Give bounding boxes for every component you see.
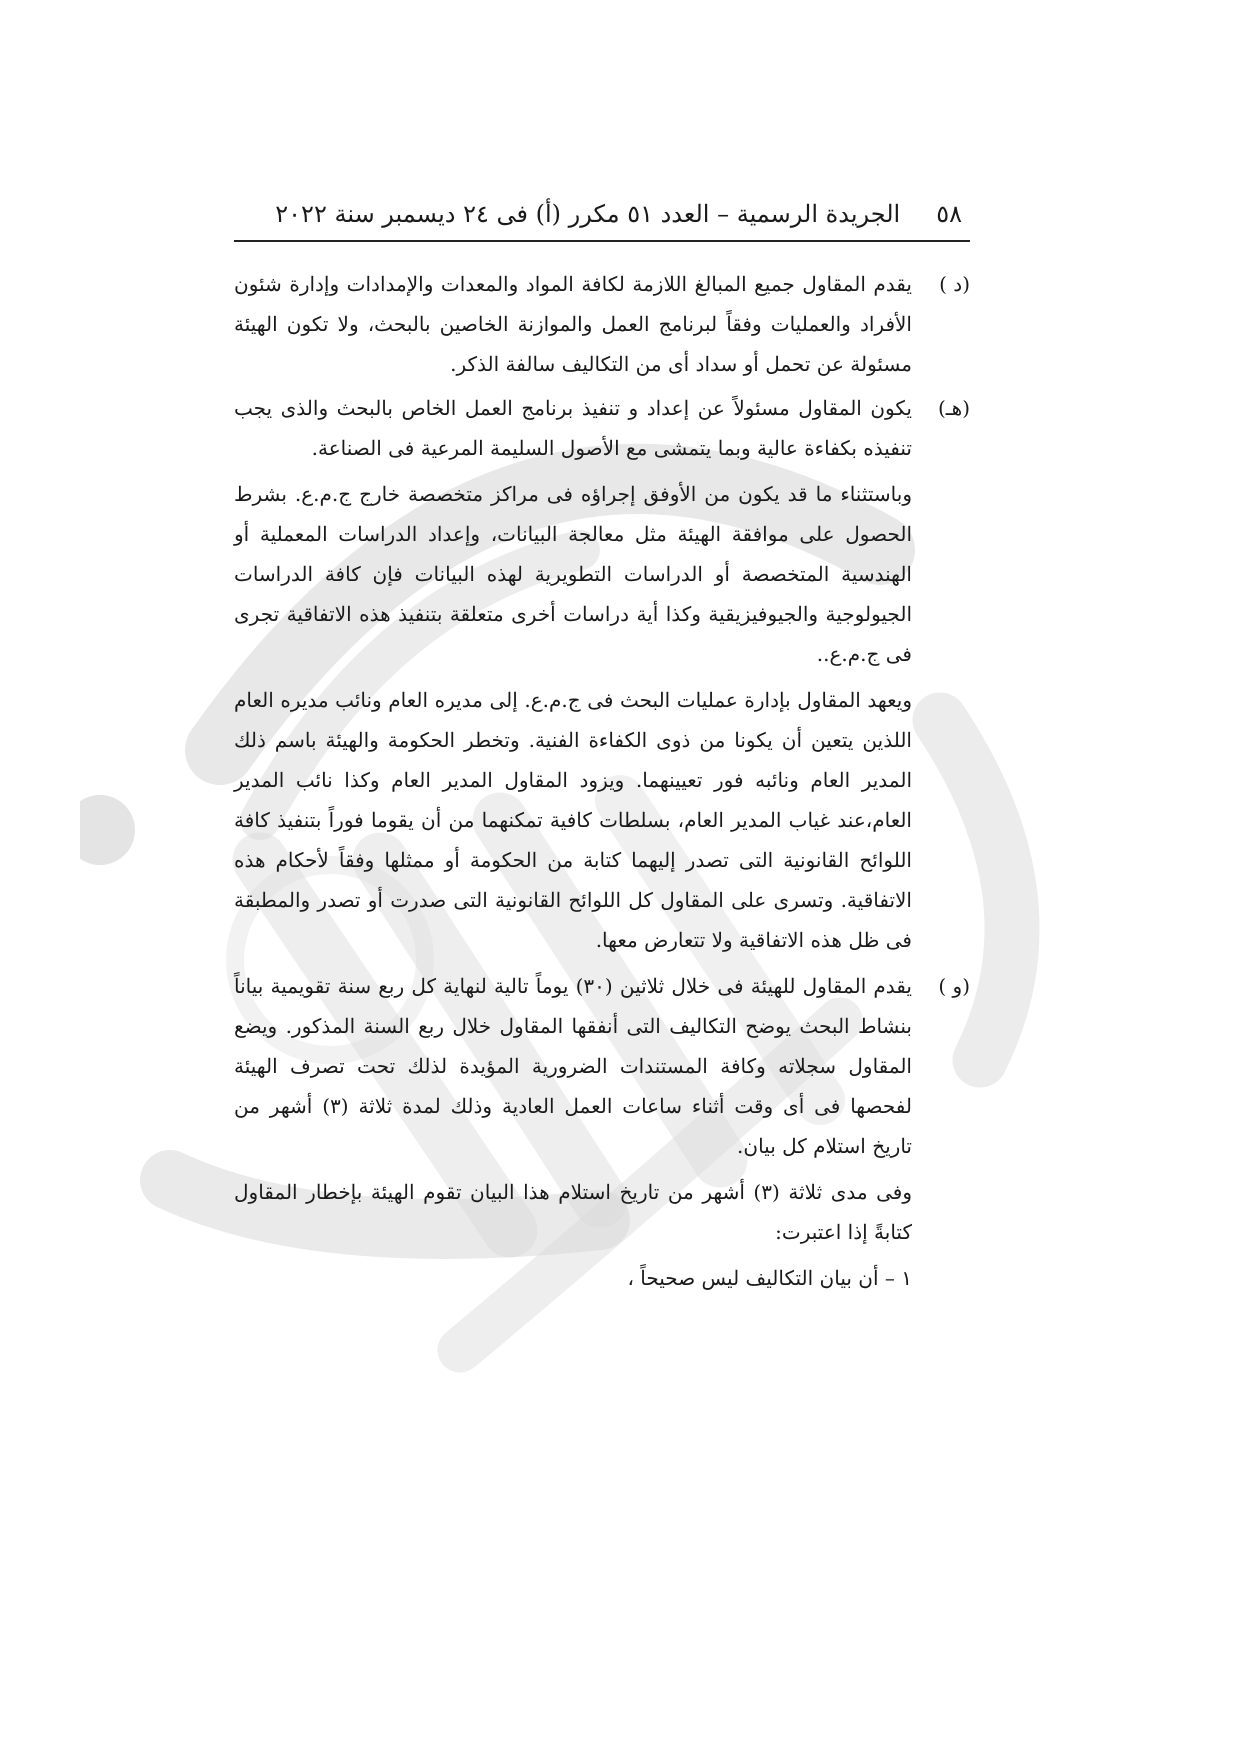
document-page (234, 200, 970, 1300)
clause-text: يكون المقاول مسئولاً عن إعداد و تنفيذ برنامج العمل الخاص بالبحث والذى يجب تنفيذه بكفاءة عالية وبما يتمشى مع الأصول السليمة المرعية فى الصناعة. (234, 396, 912, 460)
clause-marker: (د ) (939, 272, 970, 296)
paragraph: وباستثناء ما قد يكون من الأوفق إجراؤه فى مراكز متخصصة خارج ج.م.ع. بشرط الحصول على موافقة الهيئة مثل معالجة البيانات، وإعداد الدراسات المعملية أو الهندسية المتخصصة أو الدراسات التطويرية لهذه البيانات فإن كافة الدراسات الجيولوجية والجيوفيزيقية وكذا أية دراسات أخرى متعلقة بتنفيذ هذه الاتفاقية تجرى فى ج.م.ع.. (234, 482, 912, 666)
gazette-title: الجريدة الرسمية – العدد ٥١ مكرر (أ) فى ٢٤ ديسمبر سنة ٢٠٢٢ (275, 200, 901, 228)
page-number: ٥٨ (936, 200, 962, 228)
clause-text: يقدم المقاول للهيئة فى خلال ثلاثين (٣٠) يوماً تالية لنهاية كل ربع سنة تقويمية بياناً بنشاط البحث يوضح التكاليف التى أنفقها المقاول خلال ربع السنة المذكور. ويضع المقاول سجلاته وكافة المستندات الضرورية المؤيدة لذلك تحت تصرف الهيئة لفحصها فى أى وقت أثناء ساعات العمل العادية وذلك لمدة ثلاثة (٣) أشهر من تاريخ استلام كل بيان. (234, 974, 912, 1158)
clause-marker: (هـ) (937, 396, 970, 420)
page-header (234, 200, 970, 242)
clause-text: يقدم المقاول جميع المبالغ اللازمة لكافة المواد والمعدات والإمدادات وإدارة شئون الأفراد والعمليات وفقاً لبرنامج العمل والموازنة الخاصين بالبحث، ولا تكون الهيئة مسئولة عن تحمل أو سداد أى من التكاليف سالفة الذكر. (234, 272, 912, 376)
list-item: ١ – أن بيان التكاليف ليس صحيحاً ، (627, 1266, 912, 1290)
clause-ha (234, 388, 970, 468)
clause-waw (234, 966, 970, 1166)
document-body (234, 264, 970, 1298)
clause-marker: (و ) (938, 974, 970, 998)
paragraph: ويعهد المقاول بإدارة عمليات البحث فى ج.م.ع. إلى مديره العام ونائب مديره العام اللذين يتعين أن يكونا من ذوى الكفاءة الفنية. وتخطر الحكومة والهيئة باسم ذلك المدير العام ونائبه فور تعيينهما. ويزود المقاول المدير العام وكذا نائب المدير العام،عند غياب المدير العام، بسلطات كافية تمكنهما من أن يقوما فوراً بتنفيذ كافة اللوائح القانونية التى تصدر إليهما كتابة من الحكومة أو ممثلها وفقاً لأحكام هذه الاتفاقية. وتسرى على المقاول كل اللوائح القانونية التى صدرت أو تصدر والمطبقة فى ظل هذه الاتفاقية ولا تتعارض معها. (234, 688, 912, 952)
clause-dal (234, 264, 970, 384)
paragraph: وفى مدى ثلاثة (٣) أشهر من تاريخ استلام هذا البيان تقوم الهيئة بإخطار المقاول كتابةً إذا اعتبرت: (234, 1180, 912, 1244)
